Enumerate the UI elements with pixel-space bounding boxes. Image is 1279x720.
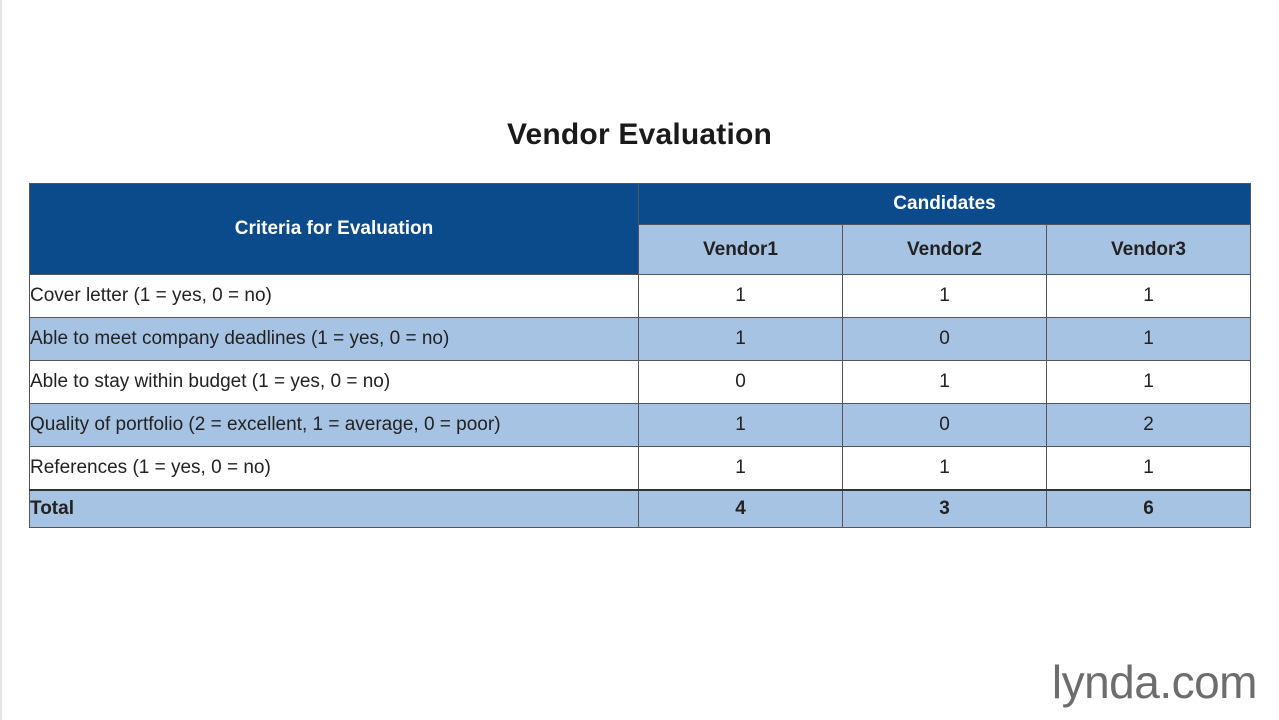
vendor3-header: Vendor3 xyxy=(1047,225,1251,275)
score-cell: 1 xyxy=(1047,447,1251,491)
score-cell: 1 xyxy=(843,275,1047,318)
vendor2-header: Vendor2 xyxy=(843,225,1047,275)
page-title: Vendor Evaluation xyxy=(506,118,773,151)
score-cell: 1 xyxy=(1047,275,1251,318)
total-cell: 3 xyxy=(843,490,1047,528)
score-cell: 1 xyxy=(639,318,843,361)
total-cell: 6 xyxy=(1047,490,1251,528)
table-row xyxy=(30,361,1251,404)
table-row xyxy=(30,275,1251,318)
score-cell: 1 xyxy=(639,447,843,491)
score-cell: 0 xyxy=(639,361,843,404)
table-row xyxy=(30,404,1251,447)
criterion-cell: Quality of portfolio (2 = excellent, 1 = average, 0 = poor) xyxy=(30,404,639,447)
criterion-cell: References (1 = yes, 0 = no) xyxy=(30,447,639,491)
criterion-cell: Cover letter (1 = yes, 0 = no) xyxy=(30,275,639,318)
total-cell: 4 xyxy=(639,490,843,528)
lynda-watermark: lynda.com xyxy=(1051,656,1257,708)
total-row xyxy=(30,490,1251,528)
criteria-header: Criteria for Evaluation xyxy=(30,184,639,275)
score-cell: 0 xyxy=(843,404,1047,447)
vendor1-header: Vendor1 xyxy=(639,225,843,275)
candidates-header: Candidates xyxy=(639,184,1251,225)
table-row xyxy=(30,447,1251,491)
slide-edge xyxy=(0,0,2,720)
score-cell: 1 xyxy=(1047,318,1251,361)
table-row xyxy=(30,318,1251,361)
score-cell: 2 xyxy=(1047,404,1251,447)
vendor-evaluation-table xyxy=(29,183,1251,528)
criterion-cell: Able to meet company deadlines (1 = yes, 0 = no) xyxy=(30,318,639,361)
score-cell: 1 xyxy=(1047,361,1251,404)
score-cell: 1 xyxy=(639,404,843,447)
header-row-top xyxy=(30,184,1251,225)
criterion-cell: Able to stay within budget (1 = yes, 0 = no) xyxy=(30,361,639,404)
score-cell: 0 xyxy=(843,318,1047,361)
score-cell: 1 xyxy=(843,361,1047,404)
score-cell: 1 xyxy=(639,275,843,318)
score-cell: 1 xyxy=(843,447,1047,491)
total-label: Total xyxy=(30,490,639,528)
